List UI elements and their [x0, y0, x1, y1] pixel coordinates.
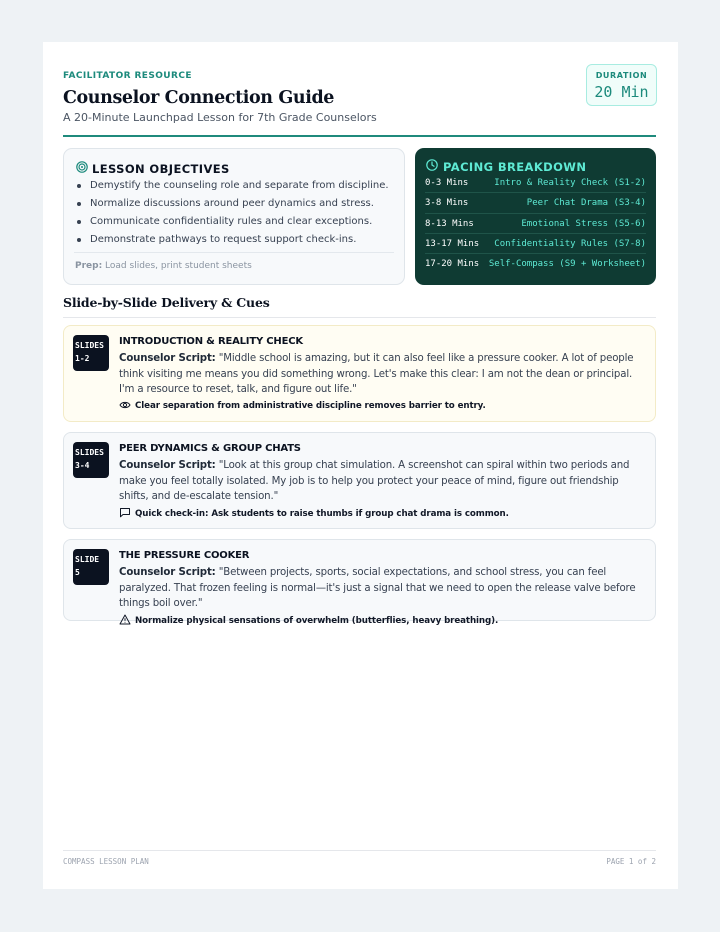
slide-badge	[73, 549, 109, 585]
cue-note	[119, 507, 645, 521]
slide-card	[63, 539, 656, 626]
footer-title: COMPASS LESSON PLAN	[63, 857, 149, 866]
slide-card-body	[119, 336, 645, 413]
slide-card-body	[119, 550, 645, 628]
warning-triangle-icon	[119, 614, 131, 628]
slide-card	[63, 432, 656, 529]
objective-item: Normalize discussions around peer dynamics and stress.	[76, 197, 389, 215]
duration-badge	[586, 64, 657, 106]
pacing-label: Peer Chat Drama (S3-4)	[526, 198, 646, 209]
pacing-time: 17-20 Mins	[425, 259, 480, 270]
objective-item: Demonstrate pathways to request support check-ins.	[76, 233, 389, 251]
pacing-time: 13-17 Mins	[425, 238, 480, 249]
pacing-panel	[415, 148, 656, 285]
cue-note-text: Normalize physical sensations of overwhelm (butterflies, heavy breathing).	[135, 615, 499, 626]
slide-card	[63, 325, 656, 422]
cue-note	[119, 400, 645, 413]
slide-badge-label: SLIDES	[75, 448, 104, 457]
pacing-time: 3-8 Mins	[425, 198, 469, 209]
page-subtitle: A 20-Minute Launchpad Lesson for 7th Grade Counselors	[63, 111, 377, 124]
slide-badge-range: 1-2	[75, 354, 90, 363]
pacing-title: PACING BREAKDOWN	[443, 160, 587, 174]
pacing-label: Intro & Reality Check (S1-2)	[494, 178, 646, 188]
duration-label: DURATION	[595, 71, 648, 80]
script-label: Counselor Script:	[119, 460, 216, 471]
slide-badge	[73, 335, 109, 371]
pacing-time: 0-3 Mins	[425, 178, 469, 188]
slide-card-title: INTRODUCTION & REALITY CHECK	[119, 336, 303, 347]
pacing-row	[425, 234, 646, 254]
pacing-label: Confidentiality Rules (S7-8)	[494, 238, 646, 249]
cue-note-text: Quick check-in: Ask students to raise thumbs if group chat drama is common.	[135, 508, 509, 519]
lesson-plan-page	[43, 42, 678, 889]
slide-card-body	[119, 443, 645, 521]
pacing-row	[425, 214, 646, 234]
slide-badge-range: 3-4	[75, 461, 90, 470]
cue-note	[119, 614, 645, 628]
objectives-title: LESSON OBJECTIVES	[92, 162, 230, 176]
slide-badge-range: 5	[75, 568, 80, 577]
page-number: PAGE 1 of 2	[606, 857, 656, 866]
objectives-list	[76, 179, 389, 251]
slide-badge-label: SLIDES	[75, 341, 104, 350]
chat-bubble-icon	[119, 507, 131, 521]
prep-note	[75, 261, 252, 271]
eye-icon	[119, 400, 131, 413]
script-label: Counselor Script:	[119, 567, 216, 578]
pacing-label: Self-Compass (S9 + Worksheet)	[488, 259, 646, 270]
target-icon	[76, 160, 88, 178]
duration-value: 20 Min	[594, 83, 649, 101]
counselor-script	[119, 565, 645, 612]
eyebrow-label: FACILITATOR RESOURCE	[63, 71, 192, 81]
pacing-time: 8-13 Mins	[425, 218, 474, 229]
pacing-row	[425, 254, 646, 274]
objectives-panel	[63, 148, 405, 285]
script-text: "Middle school is amazing, but it can also feel like a pressure cooker. A lot of people think visiting me means you did something wrong. Let's make this clear: I am not the dean or principal. I'm a resource to reset, talk, and figure out life."	[119, 353, 634, 396]
script-label: Counselor Script:	[119, 353, 216, 364]
objectives-header	[76, 160, 230, 178]
slide-card-title: THE PRESSURE COOKER	[119, 550, 250, 561]
slide-badge	[73, 442, 109, 478]
section-divider	[63, 317, 656, 318]
counselor-script	[119, 458, 645, 505]
header-divider	[63, 135, 656, 137]
objective-item: Communicate confidentiality rules and clear exceptions.	[76, 215, 389, 233]
footer-divider	[63, 850, 656, 851]
counselor-script	[119, 351, 645, 398]
cue-note-text: Clear separation from administrative discipline removes barrier to entry.	[135, 401, 486, 412]
pacing-row	[425, 173, 646, 193]
slide-card-title: PEER DYNAMICS & GROUP CHATS	[119, 443, 301, 454]
pacing-row	[425, 193, 646, 213]
script-text: "Look at this group chat simulation. A screenshot can spiral within two periods and make you feel totally isolated. My job is to help you protect your peace of mind, figure out friendship shifts, and de-escalate tension."	[119, 460, 630, 503]
pacing-rows	[425, 173, 646, 274]
objectives-divider	[74, 252, 394, 253]
slide-badge-label: SLIDE	[75, 555, 100, 564]
section-title: Slide-by-Slide Delivery & Cues	[63, 295, 270, 310]
pacing-label: Emotional Stress (S5-6)	[521, 218, 646, 229]
page-title: Counselor Connection Guide	[63, 88, 335, 108]
prep-label: Prep:	[75, 261, 103, 271]
objective-item: Demystify the counseling role and separate from discipline.	[76, 179, 389, 197]
script-text: "Between projects, sports, social expectations, and school stress, you can feel paralyzed. That frozen feeling is normal—it's just a signal that we need to open the release valve before things boil over."	[119, 567, 636, 610]
prep-text: Load slides, print student sheets	[102, 261, 252, 271]
